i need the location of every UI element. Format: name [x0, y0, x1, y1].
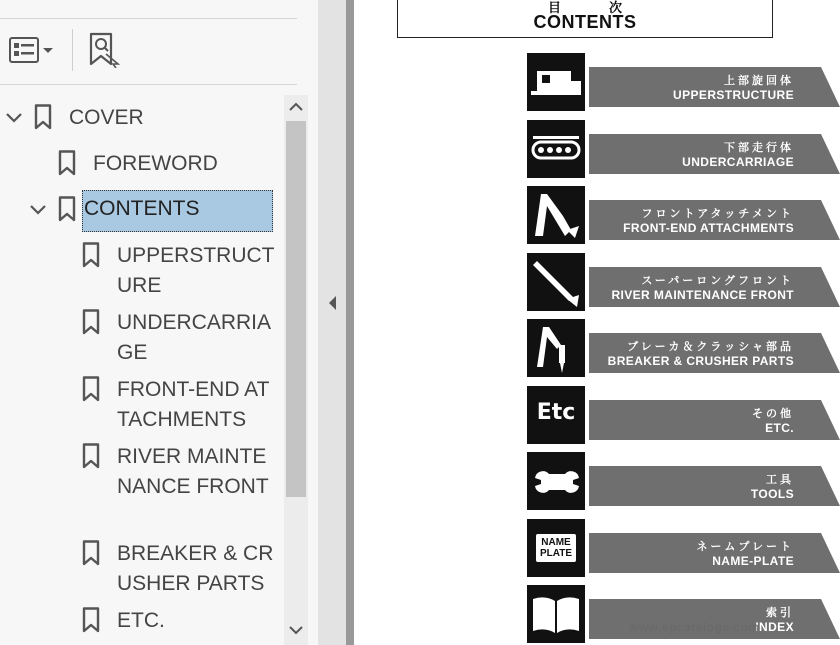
bookmark-icon	[82, 443, 100, 469]
bookmarks-toolbar	[0, 18, 300, 84]
chevron-down-icon	[42, 45, 54, 55]
bookmark-icon	[82, 607, 100, 633]
contents-title: CONTENTS	[533, 12, 637, 32]
bookmark-icon	[58, 196, 76, 222]
name-plate-icon	[527, 519, 585, 577]
undercarriage-icon-art	[527, 120, 585, 178]
contents-row-index[interactable]	[527, 585, 840, 643]
breaker-icon	[527, 319, 585, 377]
scroll-thumb[interactable]	[286, 121, 306, 497]
bookmark-contents[interactable]	[0, 191, 284, 227]
scroll-down-button[interactable]	[284, 619, 308, 641]
bookmark-river-maintenance-front[interactable]	[0, 438, 284, 534]
section-title-jp: ネームプレート	[696, 540, 794, 553]
bookmark-cover[interactable]	[0, 99, 284, 135]
section-title-jp: 下部走行体	[724, 141, 794, 154]
toolbar-bottom-divider	[0, 84, 297, 85]
bookmark-foreword[interactable]	[0, 145, 284, 181]
bookmark-label: FRONT-END ATTACHMENTS	[117, 378, 270, 431]
section-title-en: NAME-PLATE	[712, 553, 794, 568]
undercarriage-icon	[527, 120, 585, 178]
contents-row-upperstructure[interactable]	[527, 53, 840, 111]
bookmark-breaker-crusher-parts[interactable]	[0, 535, 284, 601]
bookmark-tree	[0, 95, 284, 645]
etc-icon	[527, 386, 585, 444]
expand-chevron-icon[interactable]	[4, 107, 24, 127]
bookmark-icon	[82, 242, 100, 268]
section-title-jp: 工具	[766, 474, 794, 486]
bookmark-label: ETC.	[117, 609, 165, 632]
section-title-en: UNDERCARRIAGE	[682, 154, 794, 169]
upperstructure-icon-art	[527, 53, 585, 111]
bookmark-front-end-attachments[interactable]	[0, 371, 284, 437]
bookmark-undercarriage[interactable]	[0, 304, 284, 370]
section-title-en: RIVER MAINTENANCE FRONT	[611, 287, 794, 302]
contents-row-name-plate[interactable]	[527, 519, 840, 577]
section-title-en: INDEX	[755, 620, 794, 634]
bookmark-icon	[82, 309, 100, 335]
bookmark-label: FOREWORD	[93, 152, 218, 175]
bookmark-label: BREAKER & CRUSHER PARTS	[117, 542, 274, 595]
wrench-icon	[527, 452, 585, 510]
section-title-en: UPPERSTRUCTURE	[673, 88, 794, 102]
expand-chevron-icon[interactable]	[28, 199, 48, 219]
bookmark-etc[interactable]	[0, 602, 284, 638]
contents-title-jp: 目次	[547, 0, 670, 15]
contents-row-front-end-attachments[interactable]	[527, 186, 840, 244]
long-front-icon-art	[527, 253, 585, 311]
contents-row-tools[interactable]	[527, 452, 840, 510]
section-title-jp: 上部旋回体	[724, 75, 794, 87]
toolbar-separator	[72, 29, 73, 71]
icon-text: Etc	[536, 399, 576, 425]
collapse-panel-button[interactable]	[326, 293, 340, 313]
watermark: www.epcatalogs.com	[629, 620, 760, 634]
page-border	[346, 0, 354, 645]
bookmark-label: CONTENTS	[82, 190, 273, 232]
book-icon-art	[527, 585, 585, 643]
bookmarks-panel	[0, 0, 318, 645]
section-title-en: ETC.	[765, 420, 794, 435]
wrench-icon-art	[527, 452, 585, 510]
triangle-left-icon	[326, 293, 340, 313]
bookmark-label: UNDERCARRIAGE	[117, 311, 272, 364]
contents-row-breaker-crusher-parts[interactable]	[527, 319, 840, 377]
section-title-en: TOOLS	[750, 487, 794, 501]
document-page	[354, 0, 840, 645]
upperstructure-icon	[527, 53, 585, 111]
find-bookmark-button[interactable]	[86, 32, 122, 68]
book-icon	[527, 585, 585, 643]
chevron-down-icon	[284, 619, 308, 641]
options-menu-button[interactable]	[8, 36, 54, 64]
bookmark-upperstructure[interactable]	[0, 237, 284, 303]
scroll-up-button[interactable]	[284, 95, 308, 117]
bookmark-icon	[34, 104, 52, 130]
section-title-jp: ブレーカ＆クラッシャ部品	[627, 341, 794, 353]
contents-row-river-maintenance-front[interactable]	[527, 253, 840, 311]
section-band	[589, 400, 840, 440]
section-title-en: FRONT-END ATTACHMENTS	[623, 221, 794, 235]
section-band	[589, 466, 840, 506]
contents-title-box	[397, 0, 773, 38]
chevron-up-icon	[284, 95, 308, 117]
bookmark-search-icon	[86, 32, 122, 68]
section-title-jp: スーパーロングフロント	[641, 274, 794, 287]
section-title-jp: 索引	[766, 607, 794, 619]
bookmark-label: UPPERSTRUCTURE	[117, 244, 275, 297]
front-attachment-icon-art	[527, 186, 585, 244]
bookmark-label: COVER	[69, 106, 144, 129]
bookmark-label: RIVER MAINTENANCE FRONT	[117, 445, 269, 498]
list-options-icon	[8, 36, 42, 64]
front-attachment-icon	[527, 186, 585, 244]
bookmarks-scrollbar[interactable]	[284, 95, 308, 645]
long-front-icon	[527, 253, 585, 311]
section-title-en: BREAKER & CRUSHER PARTS	[607, 354, 794, 368]
contents-row-etc[interactable]	[527, 386, 840, 444]
icon-text: NAME PLATE	[536, 534, 576, 562]
bookmark-icon	[82, 376, 100, 402]
section-title-jp: フロントアタッチメント	[641, 208, 794, 220]
section-title-jp: その他	[752, 407, 794, 420]
bookmark-icon	[58, 150, 76, 176]
contents-row-undercarriage[interactable]	[527, 120, 840, 178]
bookmark-icon	[82, 540, 100, 566]
breaker-icon-art	[527, 319, 585, 377]
panel-splitter[interactable]	[318, 0, 346, 645]
